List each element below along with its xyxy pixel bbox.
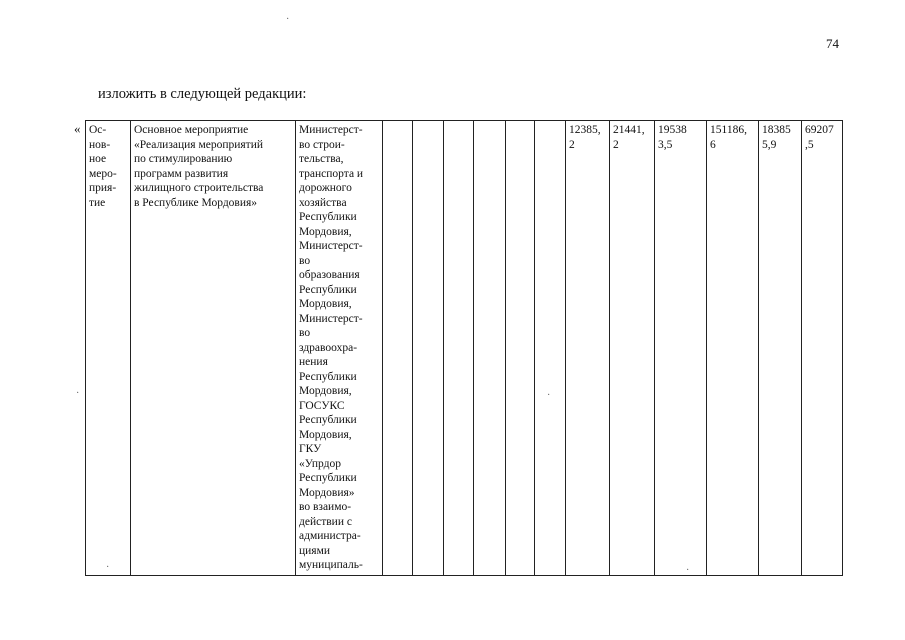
scan-mark: ·	[286, 14, 290, 25]
value-cell	[802, 121, 843, 576]
empty-cell	[474, 121, 506, 576]
scan-mark: ·	[106, 562, 110, 573]
activity-type: Ос- нов- ное меро- прия- тие	[89, 124, 117, 209]
value-0: 12385, 2	[569, 124, 601, 151]
open-quote: «	[74, 121, 81, 136]
value-cell	[707, 121, 759, 576]
executor: Министерст- во строи- тельства, транспорта и дорожного хозяйства Республики Мордовия, Министерст- во образования Республики Мордовия, Министерст- во здравоохра- нения Республики Мордовия, ГОСУКС Республики Мордовия, ГКУ «Упрдор Республики Мордовия» во взаимо- действии с администра- циями муниципаль-	[299, 124, 364, 571]
value-2: 19538 3,5	[658, 124, 687, 151]
value-cell	[610, 121, 655, 576]
value-cell	[759, 121, 802, 576]
value-cell	[655, 121, 707, 576]
page-number: 74	[826, 36, 839, 51]
cell-activity-type	[86, 121, 131, 576]
value-3: 151186, 6	[710, 124, 747, 151]
intro-text: изложить в следующей редакции:	[98, 86, 307, 102]
value-4: 18385 5,9	[762, 124, 791, 151]
empty-cell	[506, 121, 535, 576]
table-row	[86, 121, 843, 576]
value-1: 21441, 2	[613, 124, 645, 151]
scan-mark: ·	[547, 390, 551, 401]
value-cell	[566, 121, 610, 576]
scan-mark: ·	[686, 565, 690, 576]
empty-cell	[444, 121, 474, 576]
scan-mark: ·	[76, 388, 80, 399]
program-table	[85, 120, 843, 576]
cell-executor	[296, 121, 383, 576]
empty-cell	[535, 121, 566, 576]
value-5: 69207 ,5	[805, 124, 834, 151]
empty-cell	[383, 121, 413, 576]
empty-cell	[413, 121, 444, 576]
cell-activity-name	[131, 121, 296, 576]
activity-name: Основное мероприятие «Реализация мероприятий по стимулированию программ развития жилищного строительства в Республике Мордовия»	[134, 124, 264, 209]
